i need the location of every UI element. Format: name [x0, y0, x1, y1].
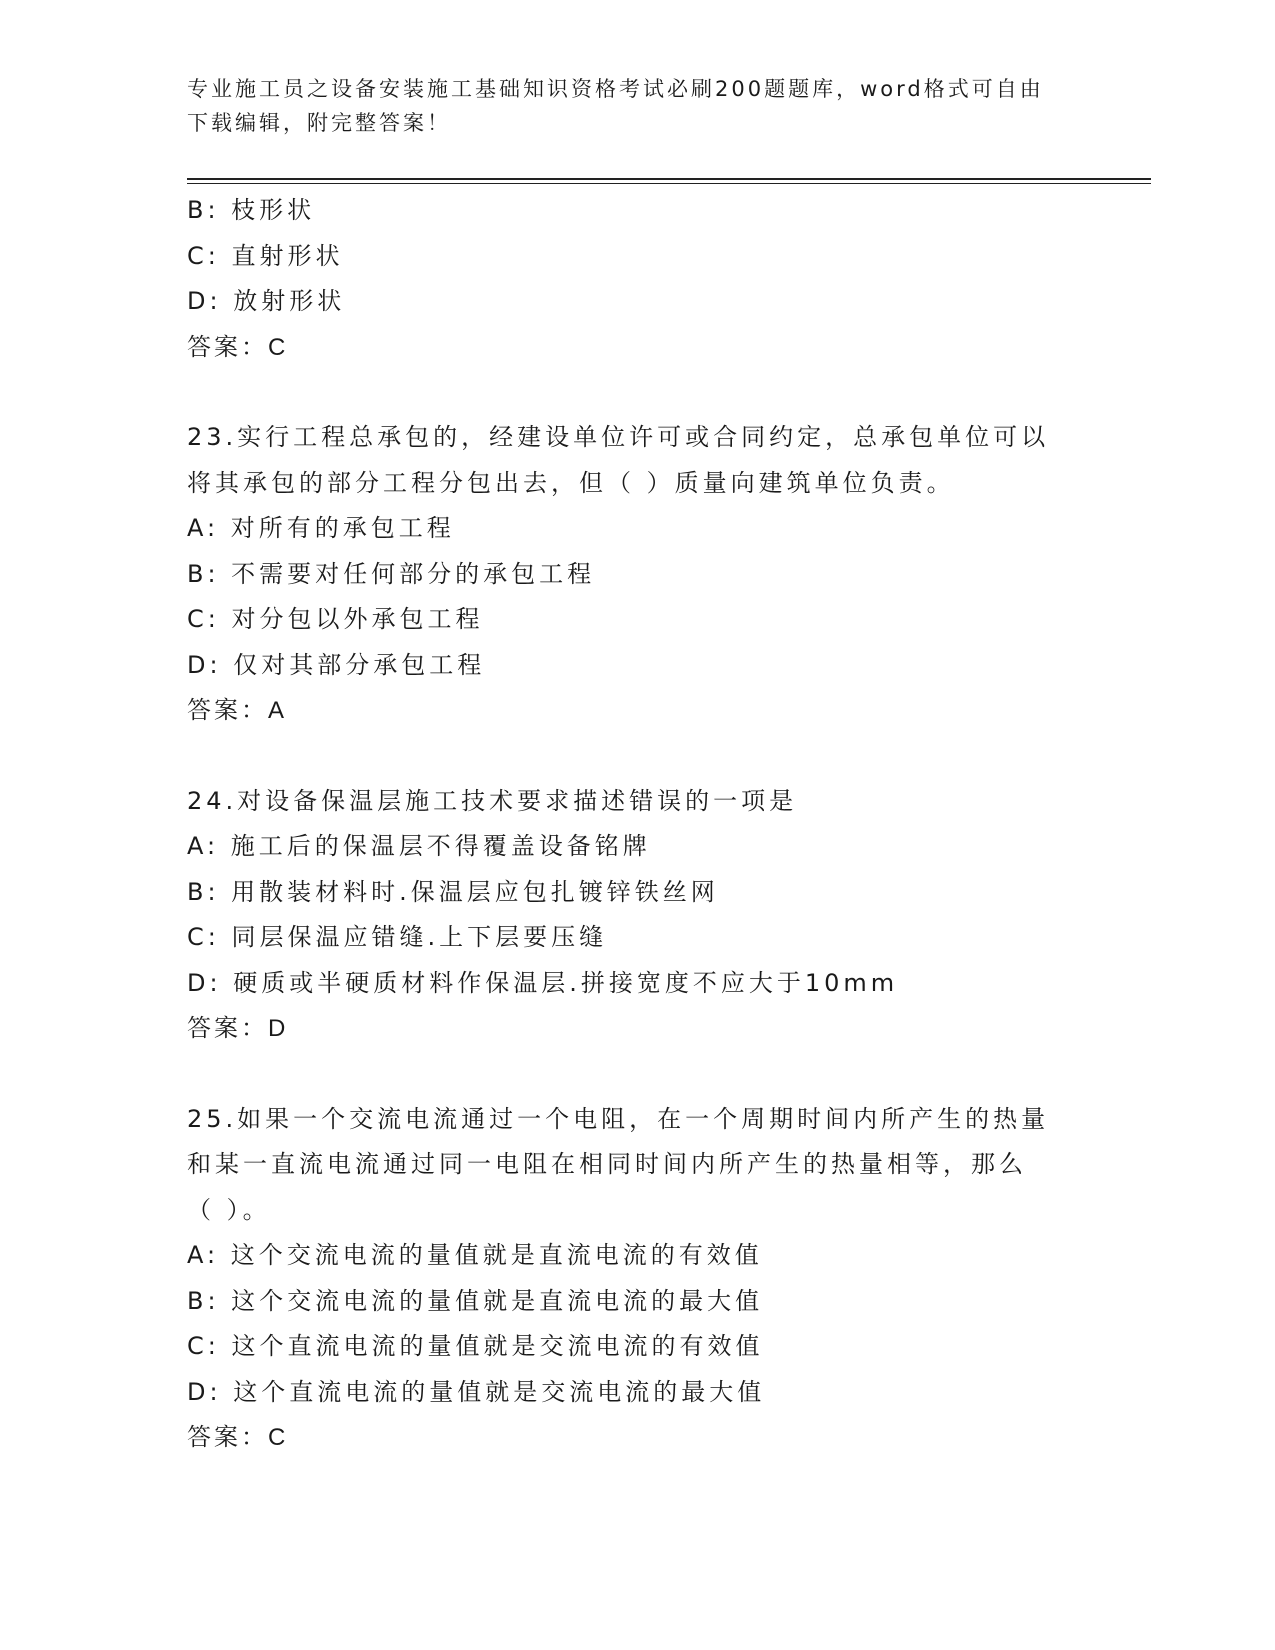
option-d: D: 放射形状: [187, 287, 346, 315]
question-stem-line: 23.实行工程总承包的，经建设单位许可或合同约定，总承包单位可以: [187, 423, 1050, 451]
question-23: [187, 415, 1087, 734]
spacer: [187, 370, 1087, 415]
option-c: C: 同层保温应错缝.上下层要压缝: [187, 923, 608, 951]
answer-line: [187, 1006, 1087, 1052]
option-a: A: 对所有的承包工程: [187, 514, 455, 542]
header-line-2: 下载编辑，附完整答案！: [187, 111, 451, 135]
answer-line: [187, 1415, 1087, 1461]
question-stem-line: 将其承包的部分工程分包出去，但（ ）质量向建筑单位负责。: [187, 468, 955, 497]
question-stem-line: 和某一直流电流通过同一电阻在相同时间内所产生的热量相等，那么: [187, 1150, 1027, 1178]
option-c: C: 直射形状: [187, 241, 344, 270]
answer-line: [187, 325, 1087, 371]
spacer: [187, 734, 1087, 779]
answer-text: 答案：C: [187, 1424, 289, 1451]
option-b: B: 枝形状: [187, 196, 316, 224]
option-b: B: 用散装材料时.保温层应包扎镀锌铁丝网: [187, 877, 719, 906]
answer-text: 答案：C: [187, 333, 289, 361]
option-d: D: 这个直流电流的量值就是交流电流的最大值: [187, 1377, 766, 1406]
question-24: [187, 779, 1087, 1052]
question-stem-line: 24.对设备保温层施工技术要求描述错误的一项是: [187, 786, 798, 815]
spacer: [187, 1052, 1087, 1097]
question-22-tail: [187, 188, 1087, 370]
header-rule-thin: [187, 183, 1151, 184]
question-list: [187, 188, 1087, 1461]
option-d: D: 仅对其部分承包工程: [187, 650, 486, 679]
option-c: C: 这个直流电流的量值就是交流电流的有效值: [187, 1332, 764, 1360]
header-line-1: 专业施工员之设备安装施工基础知识资格考试必刷200题题库，word格式可自由: [187, 77, 1044, 101]
option-b: B: 不需要对任何部分的承包工程: [187, 559, 596, 588]
answer-text: 答案：D: [187, 1015, 289, 1042]
option-d: D: 硬质或半硬质材料作保温层.拼接宽度不应大于10mm: [187, 968, 899, 997]
header-rule-thick: [187, 178, 1151, 180]
question-stem-line: （ ）。: [187, 1195, 271, 1224]
document-header: [187, 72, 1067, 140]
option-b: B: 这个交流电流的量值就是直流电流的最大值: [187, 1286, 764, 1315]
option-a: A: 这个交流电流的量值就是直流电流的有效值: [187, 1241, 763, 1269]
option-c: C: 对分包以外承包工程: [187, 605, 484, 633]
question-stem-line: 25.如果一个交流电流通过一个电阻，在一个周期时间内所产生的热量: [187, 1104, 1050, 1133]
answer-line: [187, 688, 1087, 734]
question-25: [187, 1097, 1087, 1461]
option-a: A: 施工后的保温层不得覆盖设备铭牌: [187, 832, 651, 860]
answer-text: 答案：A: [187, 697, 288, 724]
